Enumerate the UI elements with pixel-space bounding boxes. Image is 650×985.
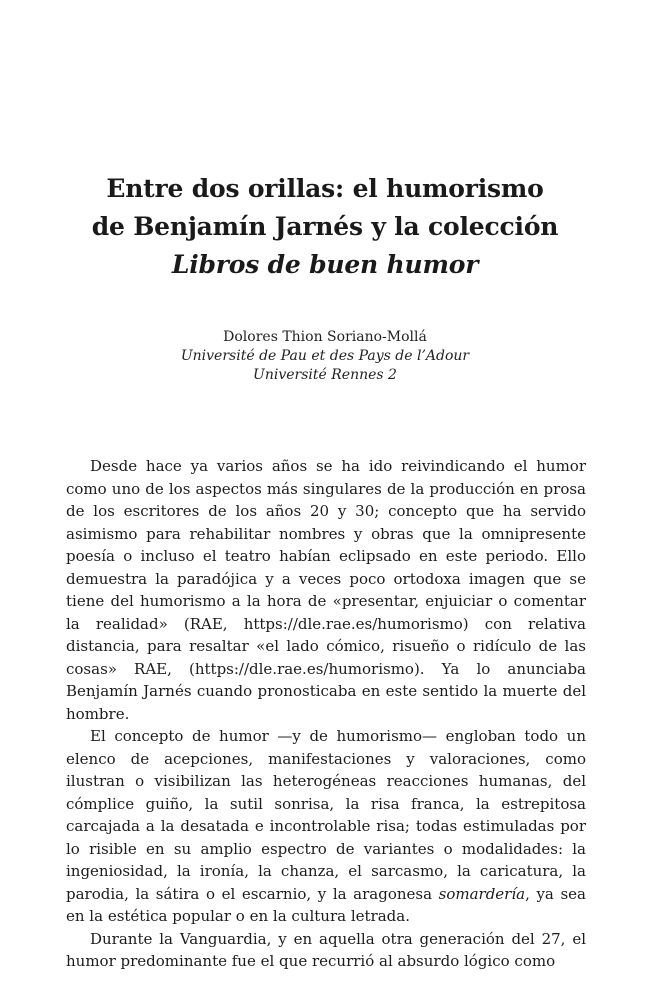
paragraph-2-italic-term: somardería <box>438 884 526 903</box>
paragraph-2-end: , ya sea en la estética popular o en la cultura letrada. <box>66 884 586 925</box>
body-text <box>66 455 586 973</box>
author-name: Dolores Thion Soriano-Mollá <box>223 329 427 345</box>
paragraph-2-text: El concepto de humor —y de humorismo— engloban todo un elenco de acepciones, manifestaciones y valoraciones, como ilustran o visibilizan las heterogéneas reacciones humanas, del cómplice guiño, la sutil sonrisa, la risa franca, la estrepitosa carcajada a la desatada e incontrolable risa; todas estimuladas por lo risible en su amplio espectro de variantes o modalidades: la ingeniosidad, la ironía, la chanza, el sarcasmo, la caricatura, la parodia, la sátira o el escarnio, y la aragonesa <box>66 727 586 903</box>
title-line-2: de Benjamín Jarnés y la colección <box>91 212 559 241</box>
paragraph-1: Desde hace ya varios años se ha ido reivindicando el humor como uno de los aspectos más singulares de la producción en prosa de los escritores de los años 20 y 30; concepto que ha servido asimismo para rehabilitar nombres y obras que la omnipresente poesía o incluso el teatro habían eclipsado en este periodo. Ello demuestra la paradójica y a veces poco ortodoxa imagen que se tiene del humorismo a la hora de «presentar, enjuiciar o comentar la realidad» (RAE, https://dle.rae.es/humorismo) con relativa distancia, para resaltar «el lado cómico, risueño o ridículo de las cosas» RAE, (https://dle.rae.es/humorismo). Ya lo anunciaba Benjamín Jarnés cuando pronosticaba en este sentido la muerte del hombre. <box>66 457 586 723</box>
chapter-title <box>0 170 650 284</box>
paragraph-2 <box>66 725 586 928</box>
title-line-1: Entre dos orillas: el humorismo <box>106 174 544 203</box>
author-affiliation-1: Université de Pau et des Pays de l’Adour <box>180 348 470 364</box>
author-affiliation-2: Université Rennes 2 <box>253 367 397 383</box>
paragraph-3: Durante la Vanguardia, y en aquella otra generación del 27, el humor predominante fue el que recurrió al absurdo lógico como <box>66 929 586 970</box>
author-block <box>0 328 650 385</box>
title-line-3: Libros de buen humor <box>171 250 479 279</box>
